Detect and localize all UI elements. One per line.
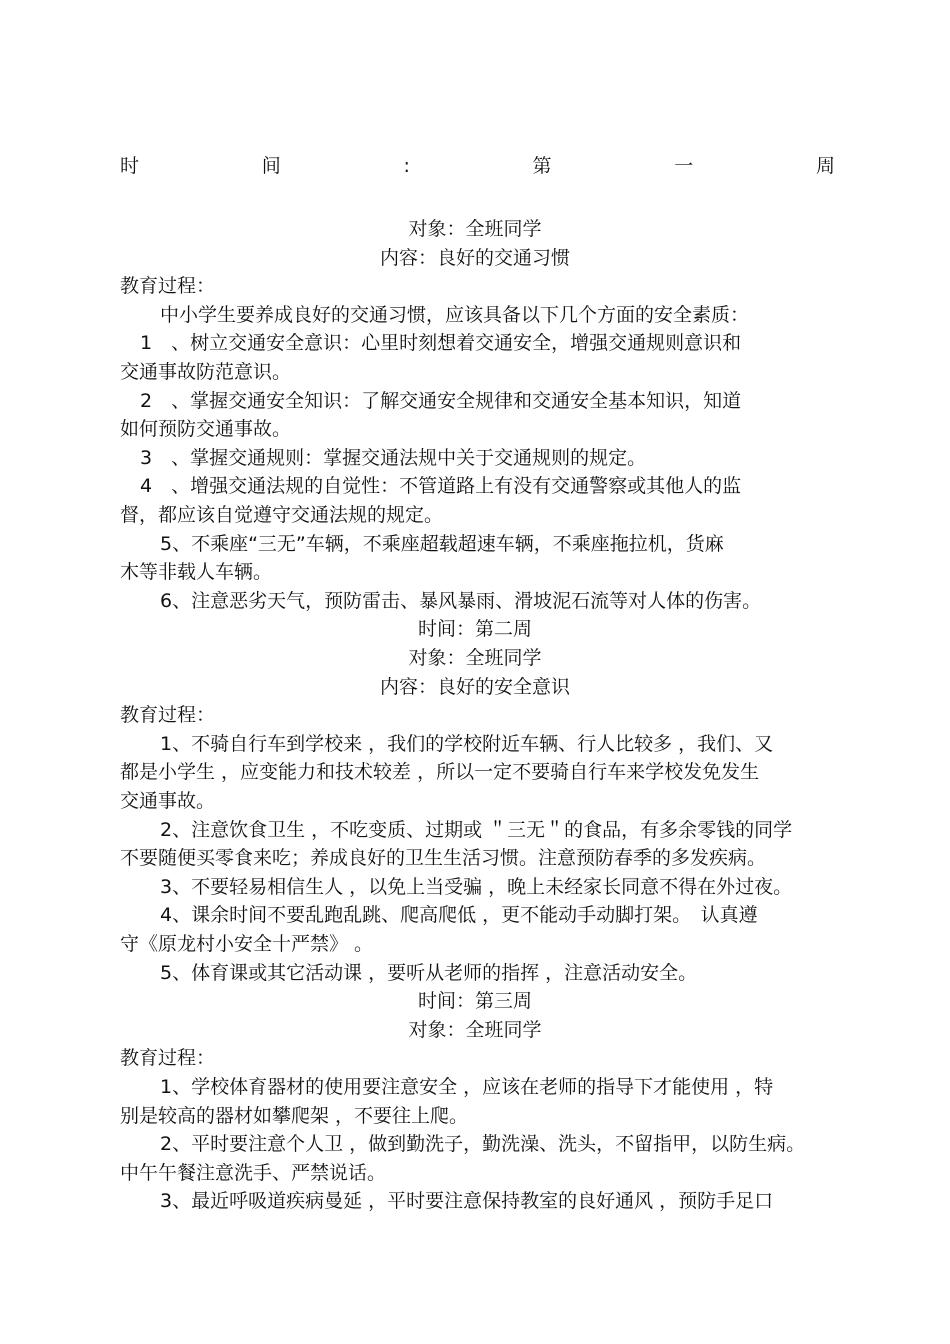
text-line: 时间：第二周 (417, 618, 532, 641)
header-char: 一 (674, 155, 694, 177)
text-line: 2 、掌握交通安全知识：了解交通安全规律和交通安全基本知识，知道 (140, 389, 742, 412)
text-line: 交通事故。 (120, 790, 216, 812)
text-line: 不要随便买零食来吃；养成良好的卫生生活习惯。注意预防春季的多发疾病。 (120, 847, 767, 870)
text-line: 1、不骑自行车到学校来 ，我们的学校附近车辆、行人比较多 ，我们、又 (160, 732, 774, 755)
header-char: 周 (815, 155, 835, 177)
text-line: 6、注意恶劣天气，预防雷击、暴风暴雨、滑坡泥石流等对人体的伤害。 (160, 589, 762, 612)
text-line: 别是较高的器材如攀爬架 ，不要往上爬。 (120, 1104, 469, 1127)
text-line: 时间：第三周 (417, 990, 532, 1013)
header-char: 间 (261, 155, 281, 177)
text-line: 教育过程： (120, 275, 216, 298)
text-line: 都是小学生 ，应变能力和技术较差 ，所以一定不要骑自行车来学校发免发生 (120, 761, 760, 784)
text-line: 如何预防交通事故。 (120, 418, 292, 441)
header-char: 时 (120, 155, 140, 177)
header-char: : (403, 155, 410, 177)
text-line: 督，都应该自觉遵守交通法规的规定。 (120, 504, 444, 526)
text-line: 内容：良好的交通习惯 (379, 246, 570, 269)
text-line: 教育过程： (120, 1047, 216, 1070)
text-line: 中小学生要养成良好的交通习惯，应该具备以下几个方面的安全素质： (160, 303, 750, 326)
text-line: 对象：全班同学 (408, 218, 542, 240)
header-char: 第 (532, 155, 552, 177)
text-line: 教育过程： (120, 704, 216, 727)
text-line: 对象：全班同学 (408, 1018, 542, 1041)
week-one-header (120, 152, 835, 180)
text-line: 内容：良好的安全意识 (379, 675, 570, 698)
text-line: 4 、增强交通法规的自觉性：不管道路上有没有交通警察或其他人的监 (140, 475, 742, 498)
text-line: 1 、树立交通安全意识：心里时刻想着交通安全，增强交通规则意识和 (140, 332, 742, 355)
text-line: 对象：全班同学 (408, 647, 542, 669)
text-line: 3、不要轻易相信生人 ，以免上当受骗 ，晚上未经家长同意不得在外过夜。 (160, 875, 793, 898)
text-line: 5、不乘座“三无”车辆，不乘座超载超速车辆，不乘座拖拉机，货麻 (160, 532, 724, 555)
text-line: 中午午餐注意洗手、严禁说话。 (120, 1161, 387, 1184)
text-line: 5、体育课或其它活动课 ，要听从老师的指挥 ，注意活动安全。 (160, 961, 698, 984)
text-line: 2、注意饮食卫生 ，不吃变质、过期或 ＂三无＂的食品，有多余零钱的同学 (160, 818, 793, 841)
text-line: 木等非载人车辆。 (120, 561, 273, 584)
text-line: 4、课余时间不要乱跑乱跳、爬高爬低 ，更不能动手动脚打架。 认真遵 (160, 904, 758, 927)
text-line: 守《原龙村小安全十严禁》 。 (120, 933, 374, 955)
text-line: 交通事故防范意识。 (120, 361, 292, 383)
text-line: 2、平时要注意个人卫 ，做到勤洗子，勤洗澡、洗头，不留指甲，以防生病。 (160, 1133, 806, 1156)
text-line: 3、最近呼吸道疾病曼延 ，平时要注意保持教室的良好通风 ，预防手足口 (160, 1190, 774, 1213)
text-line: 3 、掌握交通规则：掌握交通法规中关于交通规则的规定。 (140, 446, 647, 469)
text-line: 1、学校体育器材的使用要注意安全 ，应该在老师的指导下才能使用 ，特 (160, 1076, 774, 1098)
